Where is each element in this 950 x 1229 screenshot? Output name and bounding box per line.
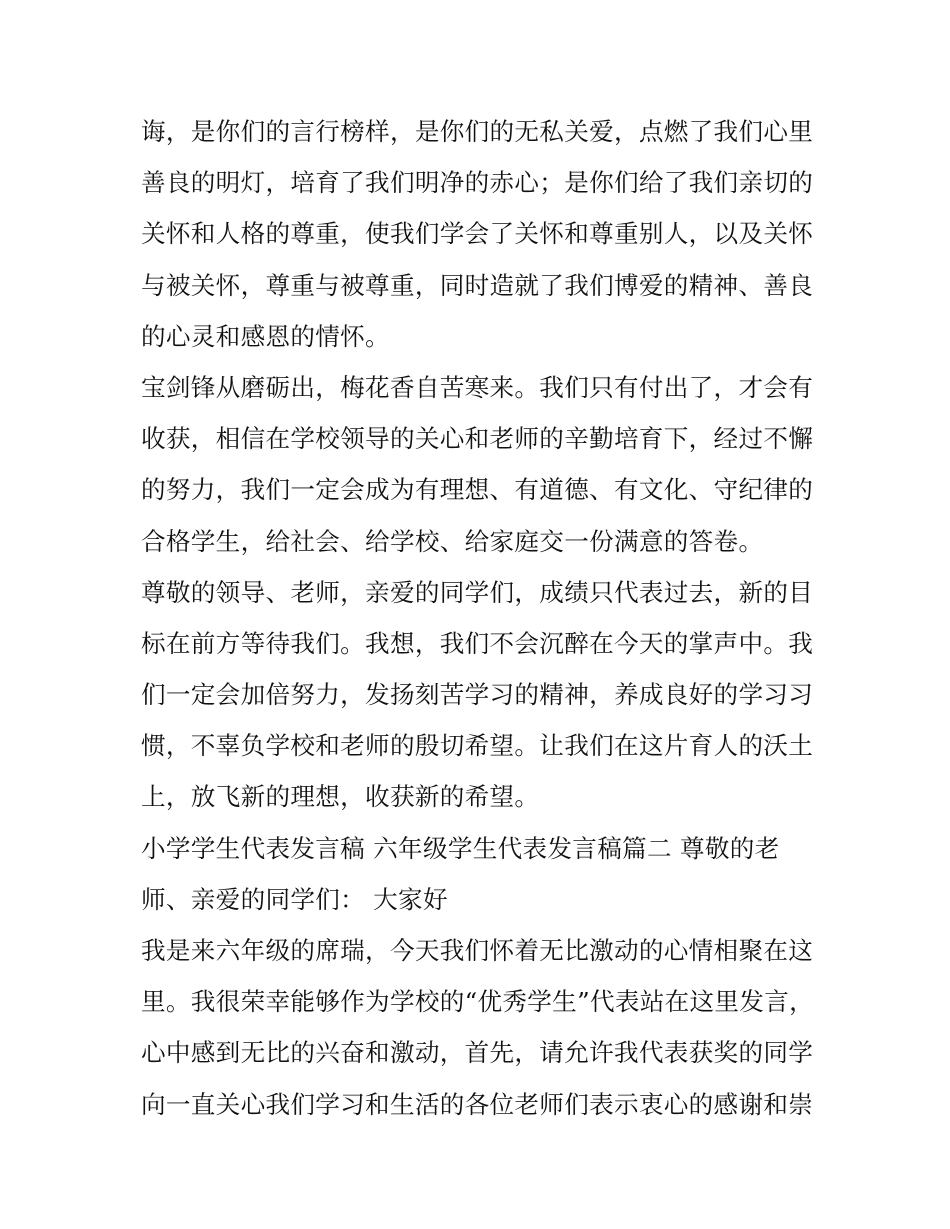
body-text bbox=[141, 106, 821, 1130]
text-line: 善良的明灯，培育了我们明净的赤心；是你们给了我们亲切的 bbox=[141, 168, 814, 198]
text-line: 我是来六年级的席瑞，今天我们怀着无比激动的心情相聚在这 bbox=[141, 936, 814, 965]
text-line: 小学学生代表发言稿 六年级学生代表发言稿篇二 尊敬的老 bbox=[141, 833, 780, 863]
text-line: 的心灵和感恩的情怀。 bbox=[141, 321, 390, 351]
text-line: 上，放飞新的理想，收获新的希望。 bbox=[141, 782, 540, 812]
text-line: 们一定会加倍努力，发扬刻苦学习的精神，养成良好的学习习 bbox=[141, 680, 814, 710]
text-line: 心中感到无比的兴奋和激动，首先，请允许我代表获奖的同学 bbox=[141, 1038, 814, 1068]
text-line: 合格学生，给社会、给学校、给家庭交一份满意的答卷。 bbox=[141, 526, 764, 556]
text-line: 关怀和人格的尊重，使我们学会了关怀和尊重别人，以及关怀 bbox=[141, 219, 814, 249]
text-line: 向一直关心我们学习和生活的各位老师们表示衷心的感谢和崇 bbox=[141, 1089, 814, 1119]
text-line: 师、亲爱的同学们： 大家好 bbox=[141, 884, 448, 914]
text-line: 与被关怀，尊重与被尊重，同时造就了我们博爱的精神、善良 bbox=[141, 270, 814, 300]
text-line: 尊敬的领导、老师，亲爱的同学们，成绩只代表过去，新的目 bbox=[141, 577, 814, 607]
text-line: 惯，不辜负学校和老师的殷切希望。让我们在这片育人的沃土 bbox=[141, 731, 814, 761]
text-line: 诲，是你们的言行榜样，是你们的无私关爱，点燃了我们心里 bbox=[141, 117, 814, 146]
text-line: 的努力，我们一定会成为有理想、有道德、有文化、守纪律的 bbox=[141, 475, 814, 505]
text-line: 宝剑锋从磨砺出，梅花香自苦寒来。我们只有付出了，才会有 bbox=[141, 372, 814, 402]
text-line: 标在前方等待我们。我想，我们不会沉醉在今天的掌声中。我 bbox=[141, 628, 814, 658]
text-line: 里。我很荣幸能够作为学校的“优秀学生”代表站在这里发言， bbox=[141, 987, 814, 1017]
text-line: 收获，相信在学校领导的关心和老师的辛勤培育下，经过不懈 bbox=[141, 424, 814, 454]
